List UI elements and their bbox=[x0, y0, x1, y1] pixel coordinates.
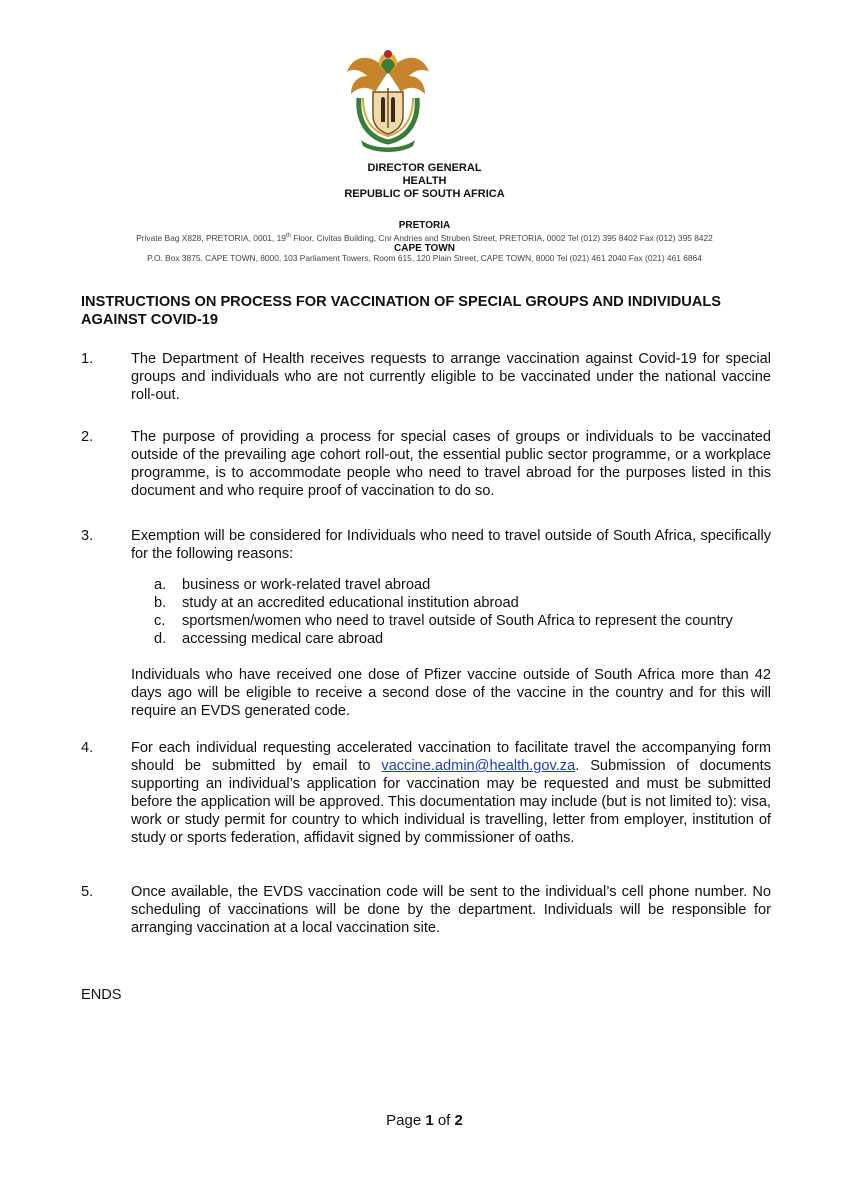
item-number: 4. bbox=[81, 740, 94, 756]
email-link[interactable]: vaccine.admin@health.gov.za bbox=[381, 758, 576, 774]
sub-list-item: a. business or work-related travel abroad bbox=[154, 577, 431, 593]
item-text: Once available, the EVDS vaccination code will be sent to the individual’s cell phone number. No scheduling of vaccinations will be done by the department. Individuals will be responsible for arranging vaccination at a local vaccination site. bbox=[131, 884, 771, 936]
item-number: 2. bbox=[81, 429, 94, 445]
list-item bbox=[81, 428, 771, 500]
header-health: HEALTH bbox=[402, 175, 447, 187]
list-item bbox=[81, 350, 771, 404]
item-text: The purpose of providing a process for special cases of groups or individuals to be vaccinated outside of the prevailing age cohort roll-out, the essential public sector programme, or a workplace programme, is to accommodate people who need to travel abroad for the purposes listed in this document and who require proof of vaccination to do so. bbox=[131, 429, 771, 499]
header-pretoria-label: PRETORIA bbox=[398, 220, 451, 231]
ends-marker: ENDS bbox=[81, 987, 122, 1003]
item-number: 5. bbox=[81, 884, 94, 900]
header-capetown-label: CAPE TOWN bbox=[394, 243, 455, 254]
list-item bbox=[81, 739, 771, 847]
header-pretoria-address: Private Bag X828, PRETORIA, 0001, 19th Floor, Civitas Building, Cnr Andries and Struben Street, PRETORIA, 0002 Tel (012) 395 8402 Fax (012) 395 8422 bbox=[136, 232, 713, 243]
item-number: 1. bbox=[81, 351, 94, 367]
page-indicator: Page 1 of 2 bbox=[386, 1112, 463, 1129]
item-text: Exemption will be considered for Individuals who need to travel outside of South Africa, specifically for the following reasons: bbox=[131, 528, 771, 562]
item-text: For each individual requesting accelerated vaccination to facilitate travel the accompanying form should be submitted by email to vaccine.admin@health.gov.za. Submission of documents supporting an individual’s application for vaccination may be requested and must be submitted before the application will be approved. This documentation may include (but is not limited to): visa, work or study permit for country to which individual is travelling, letter from employer, institution of study or sports federation, affidavit signed by commissioner of oaths. bbox=[131, 740, 771, 846]
header-director-general: DIRECTOR GENERAL bbox=[367, 162, 482, 174]
sub-list-item: d. accessing medical care abroad bbox=[154, 631, 384, 647]
document-title: INSTRUCTIONS ON PROCESS FOR VACCINATION OF SPECIAL GROUPS AND INDIVIDUALS AGAINST COVID-19 bbox=[81, 294, 722, 328]
item-number: 3. bbox=[81, 528, 94, 544]
sub-list-item: c. sportsmen/women who need to travel outside of South Africa to represent the country bbox=[154, 613, 733, 629]
sub-list-item: b. study at an accredited educational institution abroad bbox=[154, 595, 519, 611]
list-item bbox=[81, 883, 771, 937]
item-text: The Department of Health receives requests to arrange vaccination against Covid-19 for special groups and individuals who are not currently eligible to be vaccinated under the national vaccine roll-out. bbox=[131, 351, 771, 403]
header-capetown-address: P.O. Box 3875, CAPE TOWN, 8000, 103 Parliament Towers, Room 615, 120 Plain Street, CAPE TOWN, 8000 Tel (021) 461 2040 Fax (021) 461 6864 bbox=[147, 253, 702, 263]
header-republic: REPUBLIC OF SOUTH AFRICA bbox=[344, 188, 505, 200]
coat-of-arms-emblem bbox=[343, 42, 433, 154]
item-note: Individuals who have received one dose of Pfizer vaccine outside of South Africa more than 42 days ago will be eligible to receive a second dose of the vaccine in the country and for this will require an EVDS generated code. bbox=[131, 667, 771, 719]
list-item bbox=[81, 527, 771, 563]
